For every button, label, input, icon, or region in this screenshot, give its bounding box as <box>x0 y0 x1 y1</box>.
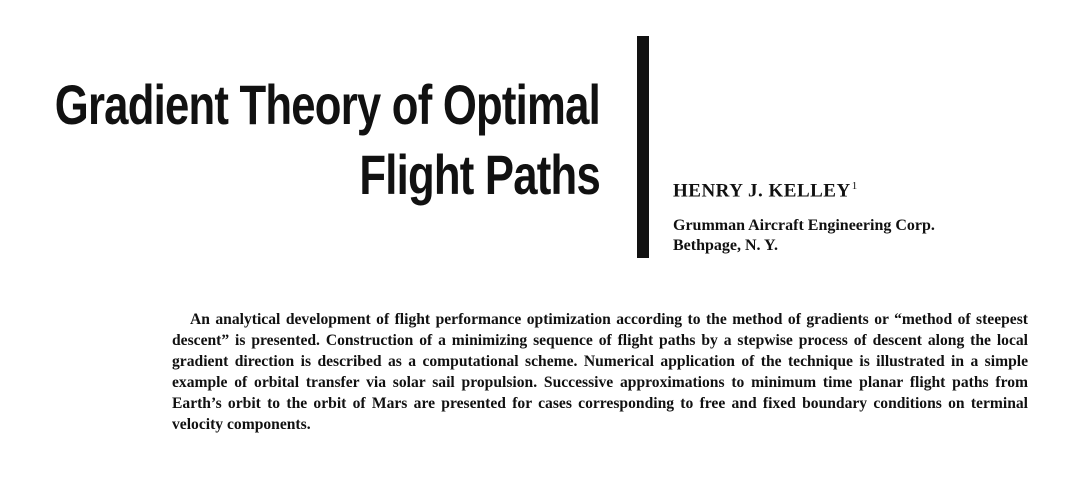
author-name <box>673 180 1053 202</box>
affiliation-line-1: Grumman Aircraft Engineering Corp. <box>673 217 935 235</box>
author-affiliation <box>673 216 1053 256</box>
paper-title <box>55 70 600 210</box>
title-line-2: Flight Paths <box>359 143 600 206</box>
author-name-text: HENRY J. KELLEY <box>673 180 851 202</box>
vertical-divider <box>637 36 649 258</box>
affiliation-line-2: Bethpage, N. Y. <box>673 237 779 255</box>
author-block <box>673 180 1053 256</box>
abstract-paragraph: An analytical development of flight performance optimization according to the method of gradients or “method of steepest descent” is presented. Construction of a minimizing sequence of flight paths by a stepwise process of descent along the local gradient direction is described as a computational scheme. Numerical application of the technique is illustrated in a simple example of orbital transfer via solar sail propulsion. Successive approximations to minimum time planar flight paths from Earth’s orbit to the orbit of Mars are presented for cases corresponding to free and fixed boundary conditions on terminal velocity components. <box>172 311 1028 433</box>
title-line-1: Gradient Theory of Optimal <box>54 73 600 136</box>
author-footnote-mark: 1 <box>851 180 858 192</box>
